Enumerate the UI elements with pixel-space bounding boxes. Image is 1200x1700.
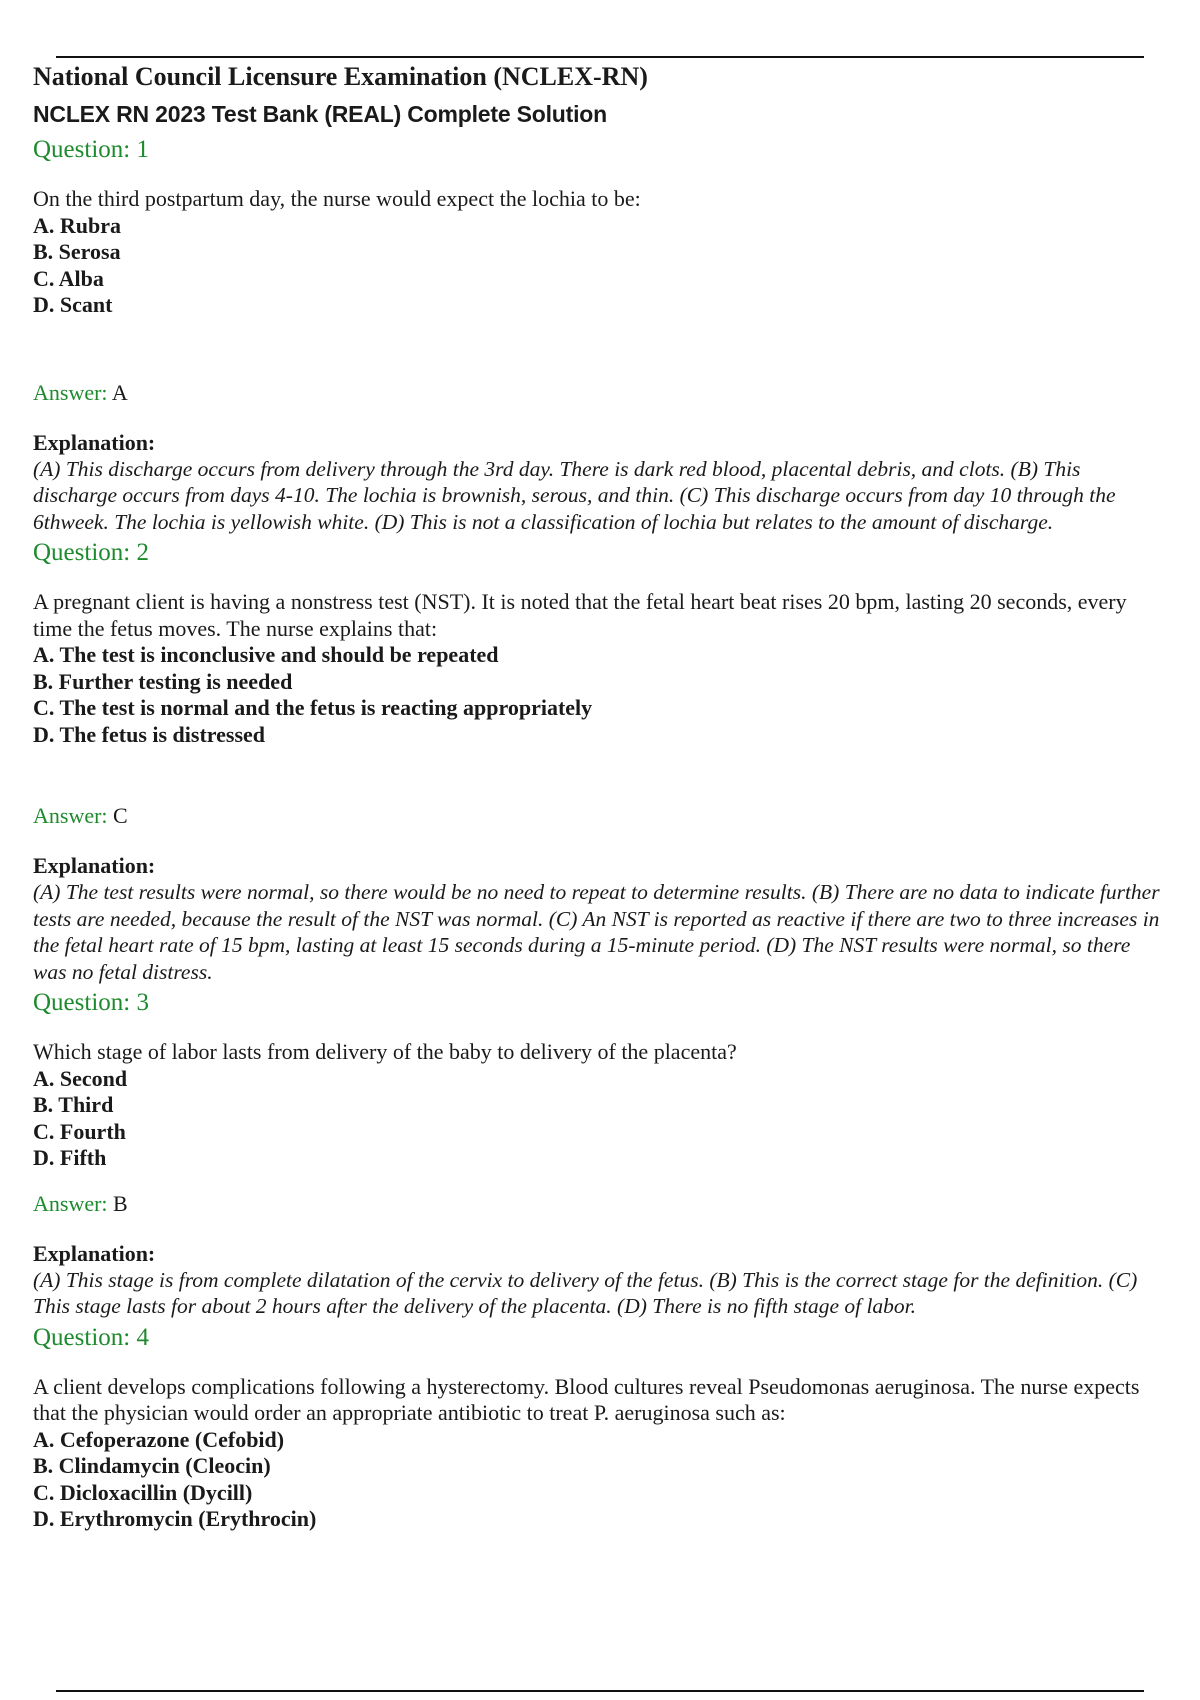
question-text: Which stage of labor lasts from delivery of the baby to delivery of the placenta?	[33, 1039, 737, 1064]
option-c: C. The test is normal and the fetus is reacting appropriately	[33, 695, 593, 720]
question-number: Question: 2	[33, 539, 149, 566]
option-b: B. Third	[33, 1092, 114, 1117]
option-a: A. Cefoperazone (Cefobid)	[33, 1426, 285, 1452]
explanation-heading: Explanation:	[33, 1240, 156, 1266]
option-a: A. Second	[33, 1065, 128, 1091]
option-d: D. The fetus is distressed	[33, 721, 266, 747]
bottom-rule	[56, 1690, 1144, 1692]
question-text: On the third postpartum day, the nurse would expect the lochia to be:	[33, 186, 641, 211]
question-block-3	[33, 985, 1168, 1320]
question-block-1	[33, 132, 1168, 535]
question-block-4	[33, 1320, 1168, 1533]
explanation-text: (A) This stage is from complete dilatation of the cervix to delivery of the fetus. (B) This is the correct stage for the definition. (C) This stage lasts for about 2 hours after the delivery of the placenta. (D) There is no fifth stage of labor.	[33, 1267, 1138, 1318]
option-b: B. Further testing is needed	[33, 668, 293, 694]
document-title: National Council Licensure Examination (NCLEX-RN)	[33, 62, 648, 91]
option-a: A. The test is inconclusive and should be repeated	[33, 642, 499, 667]
document-subtitle: NCLEX RN 2023 Test Bank (REAL) Complete Solution	[33, 101, 607, 127]
explanation-text: (A) The test results were normal, so there would be no need to repeat to determine results. (B) There are no data to indicate further tests are needed, because the result of the NST was normal. (C) An NST is reported as reactive if there are two to three increases in the fetal heart rate of 15 bpm, lasting at least 15 seconds during a 15-minute period. (D) The NST results were normal, so there was no fetal distress.	[33, 880, 1160, 984]
explanation-heading: Explanation:	[33, 853, 156, 878]
question-block-2	[33, 535, 1168, 985]
option-d: D. Erythromycin (Erythrocin)	[33, 1506, 317, 1531]
question-text: A client develops complications following a hysterectomy. Blood cultures reveal Pseudomonas aeruginosa. The nurse expects that the physician would order an appropriate antibiotic to treat P. aeruginosa such as:	[33, 1373, 1140, 1425]
option-c: C. Dicloxacillin (Dycill)	[33, 1479, 253, 1505]
question-number: Question: 1	[33, 136, 149, 163]
answer-line: Answer: A	[33, 379, 128, 405]
option-b: B. Clindamycin (Cleocin)	[33, 1453, 271, 1478]
option-c: C. Fourth	[33, 1118, 126, 1144]
option-a: A. Rubra	[33, 212, 122, 238]
option-b: B. Serosa	[33, 239, 121, 264]
explanation-text: (A) This discharge occurs from delivery through the 3rd day. There is dark red blood, placental debris, and clots. (B) This discharge occurs from days 4-10. The lochia is brownish, serous, and thin. (C) This discharge occurs from day 10 through the 6thweek. The lochia is yellowish white. (D) This is not a classification of lochia but relates to the amount of discharge.	[33, 456, 1116, 534]
option-d: D. Fifth	[33, 1145, 107, 1170]
explanation-heading: Explanation:	[33, 429, 156, 455]
answer-line: Answer: C	[33, 803, 128, 828]
document-page	[33, 58, 1168, 1533]
answer-line: Answer: B	[33, 1190, 128, 1216]
option-c: C. Alba	[33, 265, 104, 291]
option-d: D. Scant	[33, 292, 113, 317]
question-number: Question: 4	[33, 1323, 149, 1351]
question-text: A pregnant client is having a nonstress test (NST). It is noted that the fetal heart beat rises 20 bpm, lasting 20 seconds, every time the fetus moves. The nurse explains that:	[33, 589, 1127, 641]
question-number: Question: 3	[33, 989, 149, 1016]
